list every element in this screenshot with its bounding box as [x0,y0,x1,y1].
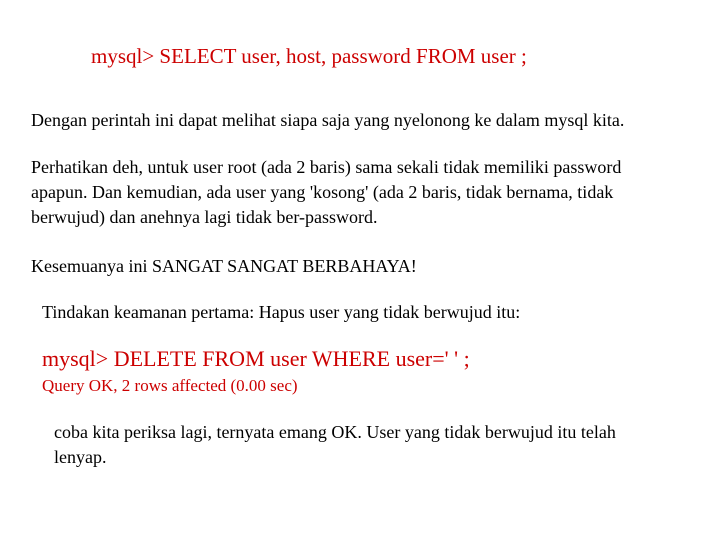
paragraph-recheck-line-2: lenyap. [54,447,107,467]
paragraph-danger-statement: Kesemuanya ini SANGAT SANGAT BERBAHAYA! [31,256,417,276]
query-result: Query OK, 2 rows affected (0.00 sec) [42,376,298,395]
paragraph-root-warning-line-3: berwujud) dan anehnya lagi tidak ber-password. [31,207,378,227]
paragraph-first-action: Tindakan keamanan pertama: Hapus user yang tidak berwujud itu: [42,302,521,322]
paragraph-root-warning-line-1: Perhatikan deh, untuk user root (ada 2 baris) sama sekali tidak memiliki password [31,157,622,177]
paragraph-recheck-line-1: coba kita periksa lagi, ternyata emang OK. User yang tidak berwujud itu telah [54,422,616,442]
paragraph-root-warning [31,155,621,230]
delete-command: mysql> DELETE FROM user WHERE user=' ' ; [42,346,470,371]
paragraph-root-warning-line-2: apapun. Dan kemudian, ada user yang 'kosong' (ada 2 baris, tidak bernama, tidak [31,182,614,202]
select-command: mysql> SELECT user, host, password FROM user ; [91,44,527,68]
paragraph-select-explanation: Dengan perintah ini dapat melihat siapa saja yang nyelonong ke dalam mysql kita. [31,110,625,130]
paragraph-recheck [54,420,616,470]
